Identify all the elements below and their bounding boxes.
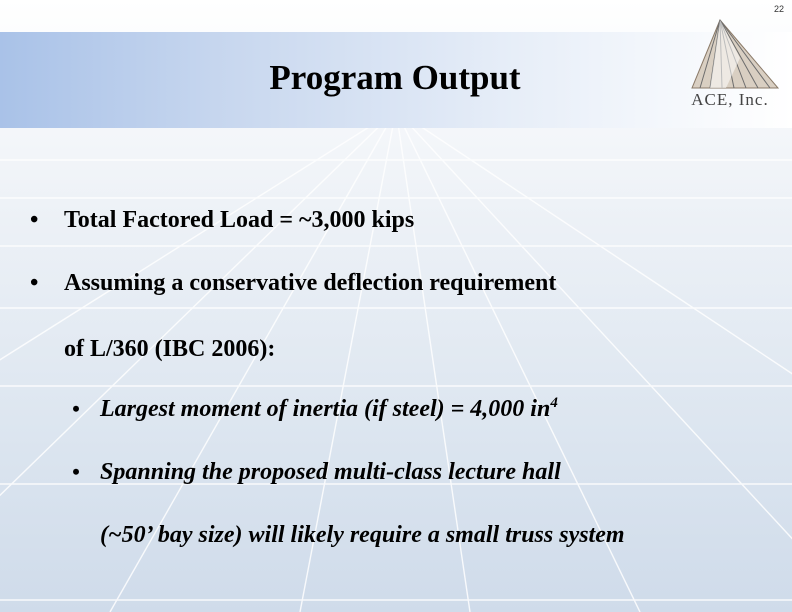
bullet-text-continued: of L/360 (IBC 2006): bbox=[64, 336, 276, 362]
bullet-total-load bbox=[30, 207, 414, 234]
bullet-text: Total Factored Load = ~3,000 kips bbox=[64, 207, 415, 233]
sub-bullet-moment-of-inertia bbox=[72, 396, 558, 423]
sub-bullet-text: Spanning the proposed multi-class lecture hall bbox=[100, 459, 561, 485]
sub-bullet-spanning-cont bbox=[100, 522, 625, 549]
superscript: 4 bbox=[550, 395, 558, 411]
bullet-text: Assuming a conservative deflection requirement bbox=[64, 270, 557, 296]
page-number: 22 bbox=[773, 4, 784, 14]
bullet-glyph: • bbox=[30, 270, 39, 296]
bullet-glyph: • bbox=[72, 459, 80, 484]
sub-bullet-main: Largest moment of inertia (if steel) = 4,000 in bbox=[100, 396, 551, 422]
logo-text: ACE, Inc. bbox=[691, 90, 769, 109]
bullet-deflection bbox=[30, 270, 556, 297]
slide-title: Program Output bbox=[269, 58, 521, 97]
bullet-glyph: • bbox=[72, 396, 80, 421]
sub-bullet-text-continued: (~50’ bay size) will likely require a small truss system bbox=[100, 522, 625, 548]
sub-bullet-text bbox=[100, 396, 558, 423]
sub-bullet-spanning bbox=[72, 459, 561, 486]
bullet-glyph: • bbox=[30, 207, 39, 233]
bullet-deflection-cont bbox=[64, 336, 275, 363]
